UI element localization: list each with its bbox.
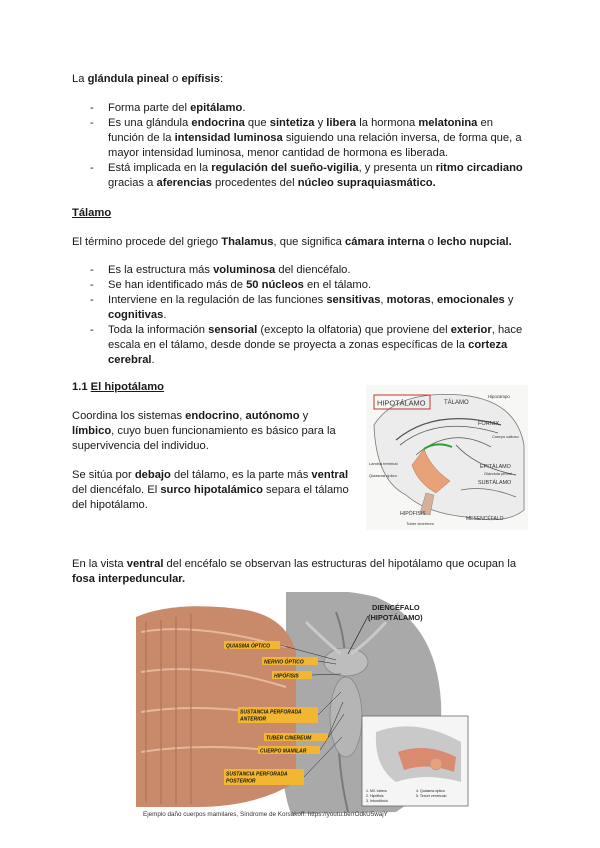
fig2-label-sust-post-1: SUSTANCIA PERFORADA [226,771,288,778]
list-item: - Es la estructura más voluminosa del diencéfalo. [90,263,528,278]
sagittal-diagram [366,385,528,530]
fig2-label-sust-post-2: POSTERIOR [226,778,256,785]
fig2-inset-4: 4. Quiasma óptico [416,789,445,793]
fig2-label-quiasma: QUIASMA ÓPTICO [226,643,270,650]
list-item: - Interviene en la regulación de las funciones sensitivas, motoras, emocionales y cognitivas. [90,293,528,323]
hipotalamo-para1: Coordina los sistemas endocrino, autónomo y límbico, cuyo buen funcionamiento es básico para la supervivencia del individuo. [72,410,336,452]
fig2-inset-5: 5. Tercer ventrículo [416,794,447,798]
fig2-label-diencefalo: DIENCÉFALO [372,603,420,612]
ventral-brain-figure [136,592,470,818]
list-item: - Toda la información sensorial (excepto la olfatoria) que proviene del exterior, hace escala en el tálamo, desde donde se proyecta a zonas específicas de la corteza cerebral. [90,323,528,368]
list-item: - Se han identificado más de 50 núcleos en el tálamo. [90,278,528,293]
fig2-inset-3: 3. Infundíbulo [366,799,388,803]
talamo-list [90,263,528,368]
fig1-label-quiasma: Quiasma óptico [369,473,397,478]
figure-caption: Ejemplo daño cuerpos mamilares, Síndrome de Korsakoff: https://youtu.be/rOdkU5wajY [143,811,388,818]
list-item: - Está implicada en la regulación del sueño-vigilia, y presenta un ritmo circadiano gracias a aferencias procedentes del núcleo supraquiasmático. [90,161,528,191]
fig1-label-lamina: Lamina terminal [369,461,398,466]
fig1-label-epitalamo: EPITÁLAMO [480,464,511,470]
fig1-label-subtalamo: SUBTÁLAMO [478,480,512,486]
fig2-inset-2: 2. Hipófisis [366,794,384,798]
fig1-label-hipocampo: Hipocampo [488,394,510,399]
talamo-intro: El término procede del griego Thalamus, que significa cámara interna o lecho nupcial. [72,236,512,248]
hipotalamo-para3: En la vista ventral del encéfalo se observan las estructuras del hipotálamo que ocupan la fosa interpeduncular. [72,558,517,585]
fig1-label-hipofisis: HIPÓFISIS [400,511,426,517]
fig2-label-hipotalamo: (HIPOTÁLAMO) [368,613,423,622]
hipotalamo-heading: 1.1 El hipotálamo [72,381,165,393]
pineal-section [72,72,528,191]
fig1-label-cuerpo-calloso: Cuerpo calloso [492,434,519,439]
pineal-list [90,101,528,191]
talamo-section [72,206,528,368]
hipotalamo-para3-block [72,557,528,587]
hipotalamo-section [72,380,352,513]
fig2-label-tuber: TUBER CINEREUM [266,735,312,742]
talamo-heading: Tálamo [72,207,112,219]
hipotalamo-para2: Se sitúa por debajo del tálamo, es la parte más ventral del diencéfalo. El surco hipotalámico separa el tálamo del hipotálamo. [72,469,349,511]
fig1-label-fornix: FORNIX [478,421,500,427]
fig1-label-hipotalamo: HIPOTÁLAMO [377,398,426,408]
fig1-label-mesencefalo: MESENCÉFALO [466,516,504,522]
list-item: - Es una glándula endocrina que sintetiza y libera la hormona melatonina en función de la intensidad luminosa siguiendo una relación inversa, de forma que, a mayor intensidad luminosa, menor cantidad de hormona es liberada. [90,116,528,161]
fig2-label-sust-ant-1: SUSTANCIA PERFORADA [240,709,302,716]
fig2-label-sust-ant-2: ANTERIOR [240,716,267,723]
fig1-label-glandula-pineal: Glándula pineal [484,471,512,476]
fig2-inset-1: 1. Mil. tubero [366,789,387,793]
fig1-label-talamo: TÁLAMO [444,400,469,406]
fig2-label-hipofisis: HIPÓFISIS [274,673,299,680]
fig1-label-tuber: Tuber cinereum [406,521,434,526]
pineal-intro: La glándula pineal o epífisis: [72,73,224,85]
fig2-label-nervio: NERVIO ÓPTICO [264,659,304,666]
fig2-label-cuerpo: CUERPO MAMILAR [260,748,307,755]
list-item: - Forma parte del epitálamo. [90,101,528,116]
